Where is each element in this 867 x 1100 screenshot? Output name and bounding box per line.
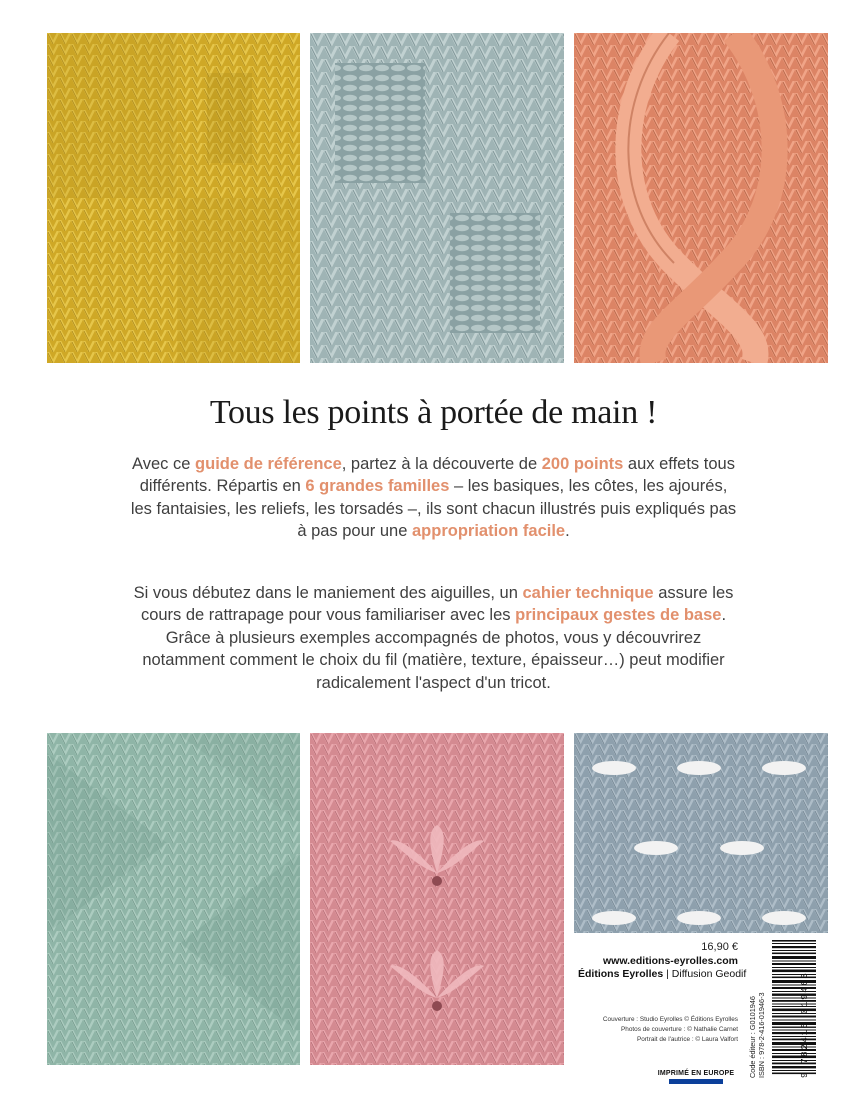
- knit-swatch-coral: [574, 33, 828, 363]
- knit-swatch-slate: [574, 733, 828, 933]
- knit-swatch-yellow: [47, 33, 300, 363]
- publisher-line: [578, 968, 747, 980]
- highlight-text: 6 grandes familles: [305, 477, 450, 496]
- paragraph-text: aux effets tous différents. Répartis en: [139, 455, 735, 496]
- photo-credits: [578, 1015, 738, 1045]
- knit-swatch-pink: [310, 733, 564, 1065]
- credit-line: Photos de couverture : © Nathalie Carnet: [621, 1026, 738, 1033]
- paragraph-text: .: [565, 522, 570, 541]
- publisher-block: [578, 941, 747, 980]
- printed-in-europe-label: IMPRIMÉ EN EUROPE: [657, 1070, 735, 1077]
- knit-swatch-mint: [47, 733, 300, 1065]
- page-title: Tous les points à portée de main !: [209, 394, 658, 431]
- eu-flag-icon: [669, 1079, 723, 1084]
- publisher-website: www.editions-eyrolles.com: [603, 955, 738, 967]
- highlight-text: appropriation facile: [411, 522, 566, 541]
- paragraph-text: Si vous débutez dans le maniement des aiguilles, un: [133, 584, 523, 602]
- highlight-text: cahier technique: [522, 584, 654, 602]
- credit-line: Portrait de l'autrice : © Laura Valfort: [636, 1036, 738, 1043]
- description-paragraph-1: [130, 453, 737, 543]
- credit-line: Couverture : Studio Eyrolles © Éditions Eyrolles: [602, 1016, 738, 1023]
- publisher-code: Code éditeur : G0101946: [748, 996, 757, 1078]
- printed-in-europe-badge: [654, 1070, 738, 1084]
- price: 16,90 €: [701, 941, 738, 953]
- description-paragraph-2: [130, 582, 737, 694]
- highlight-text: 200 points: [541, 455, 624, 473]
- paragraph-text: . Grâce à plusieurs exemples accompagnés de photos, vous y découvrirez notamment comment le choix du fil (matière, texture, épaisseur…) peut modifier radicalement l'aspect d'un tricot.: [142, 606, 727, 692]
- highlight-text: principaux gestes de base: [515, 606, 722, 625]
- paragraph-text: Avec ce: [132, 455, 196, 473]
- barcode-digits: 9 782416 019463: [800, 971, 810, 1078]
- isbn-number: ISBN : 978-2-416-01946-3: [757, 992, 766, 1078]
- knit-swatch-grey-blue: [310, 33, 564, 363]
- separator: |: [666, 968, 669, 980]
- distributor-name: Diffusion Geodif: [671, 968, 747, 980]
- paragraph-text: assure les cours de rattrapage pour vous familiariser avec les: [140, 584, 734, 625]
- paragraph-text: – les basiques, les côtes, les ajourés, les fantaisies, les reliefs, les torsadés –, ils sont chacun illustrés puis expliqués pas à pas pour une: [130, 477, 737, 541]
- publisher-name: Éditions Eyrolles: [578, 968, 664, 980]
- highlight-text: guide de référence: [195, 455, 342, 473]
- paragraph-text: , partez à la découverte de: [341, 455, 542, 473]
